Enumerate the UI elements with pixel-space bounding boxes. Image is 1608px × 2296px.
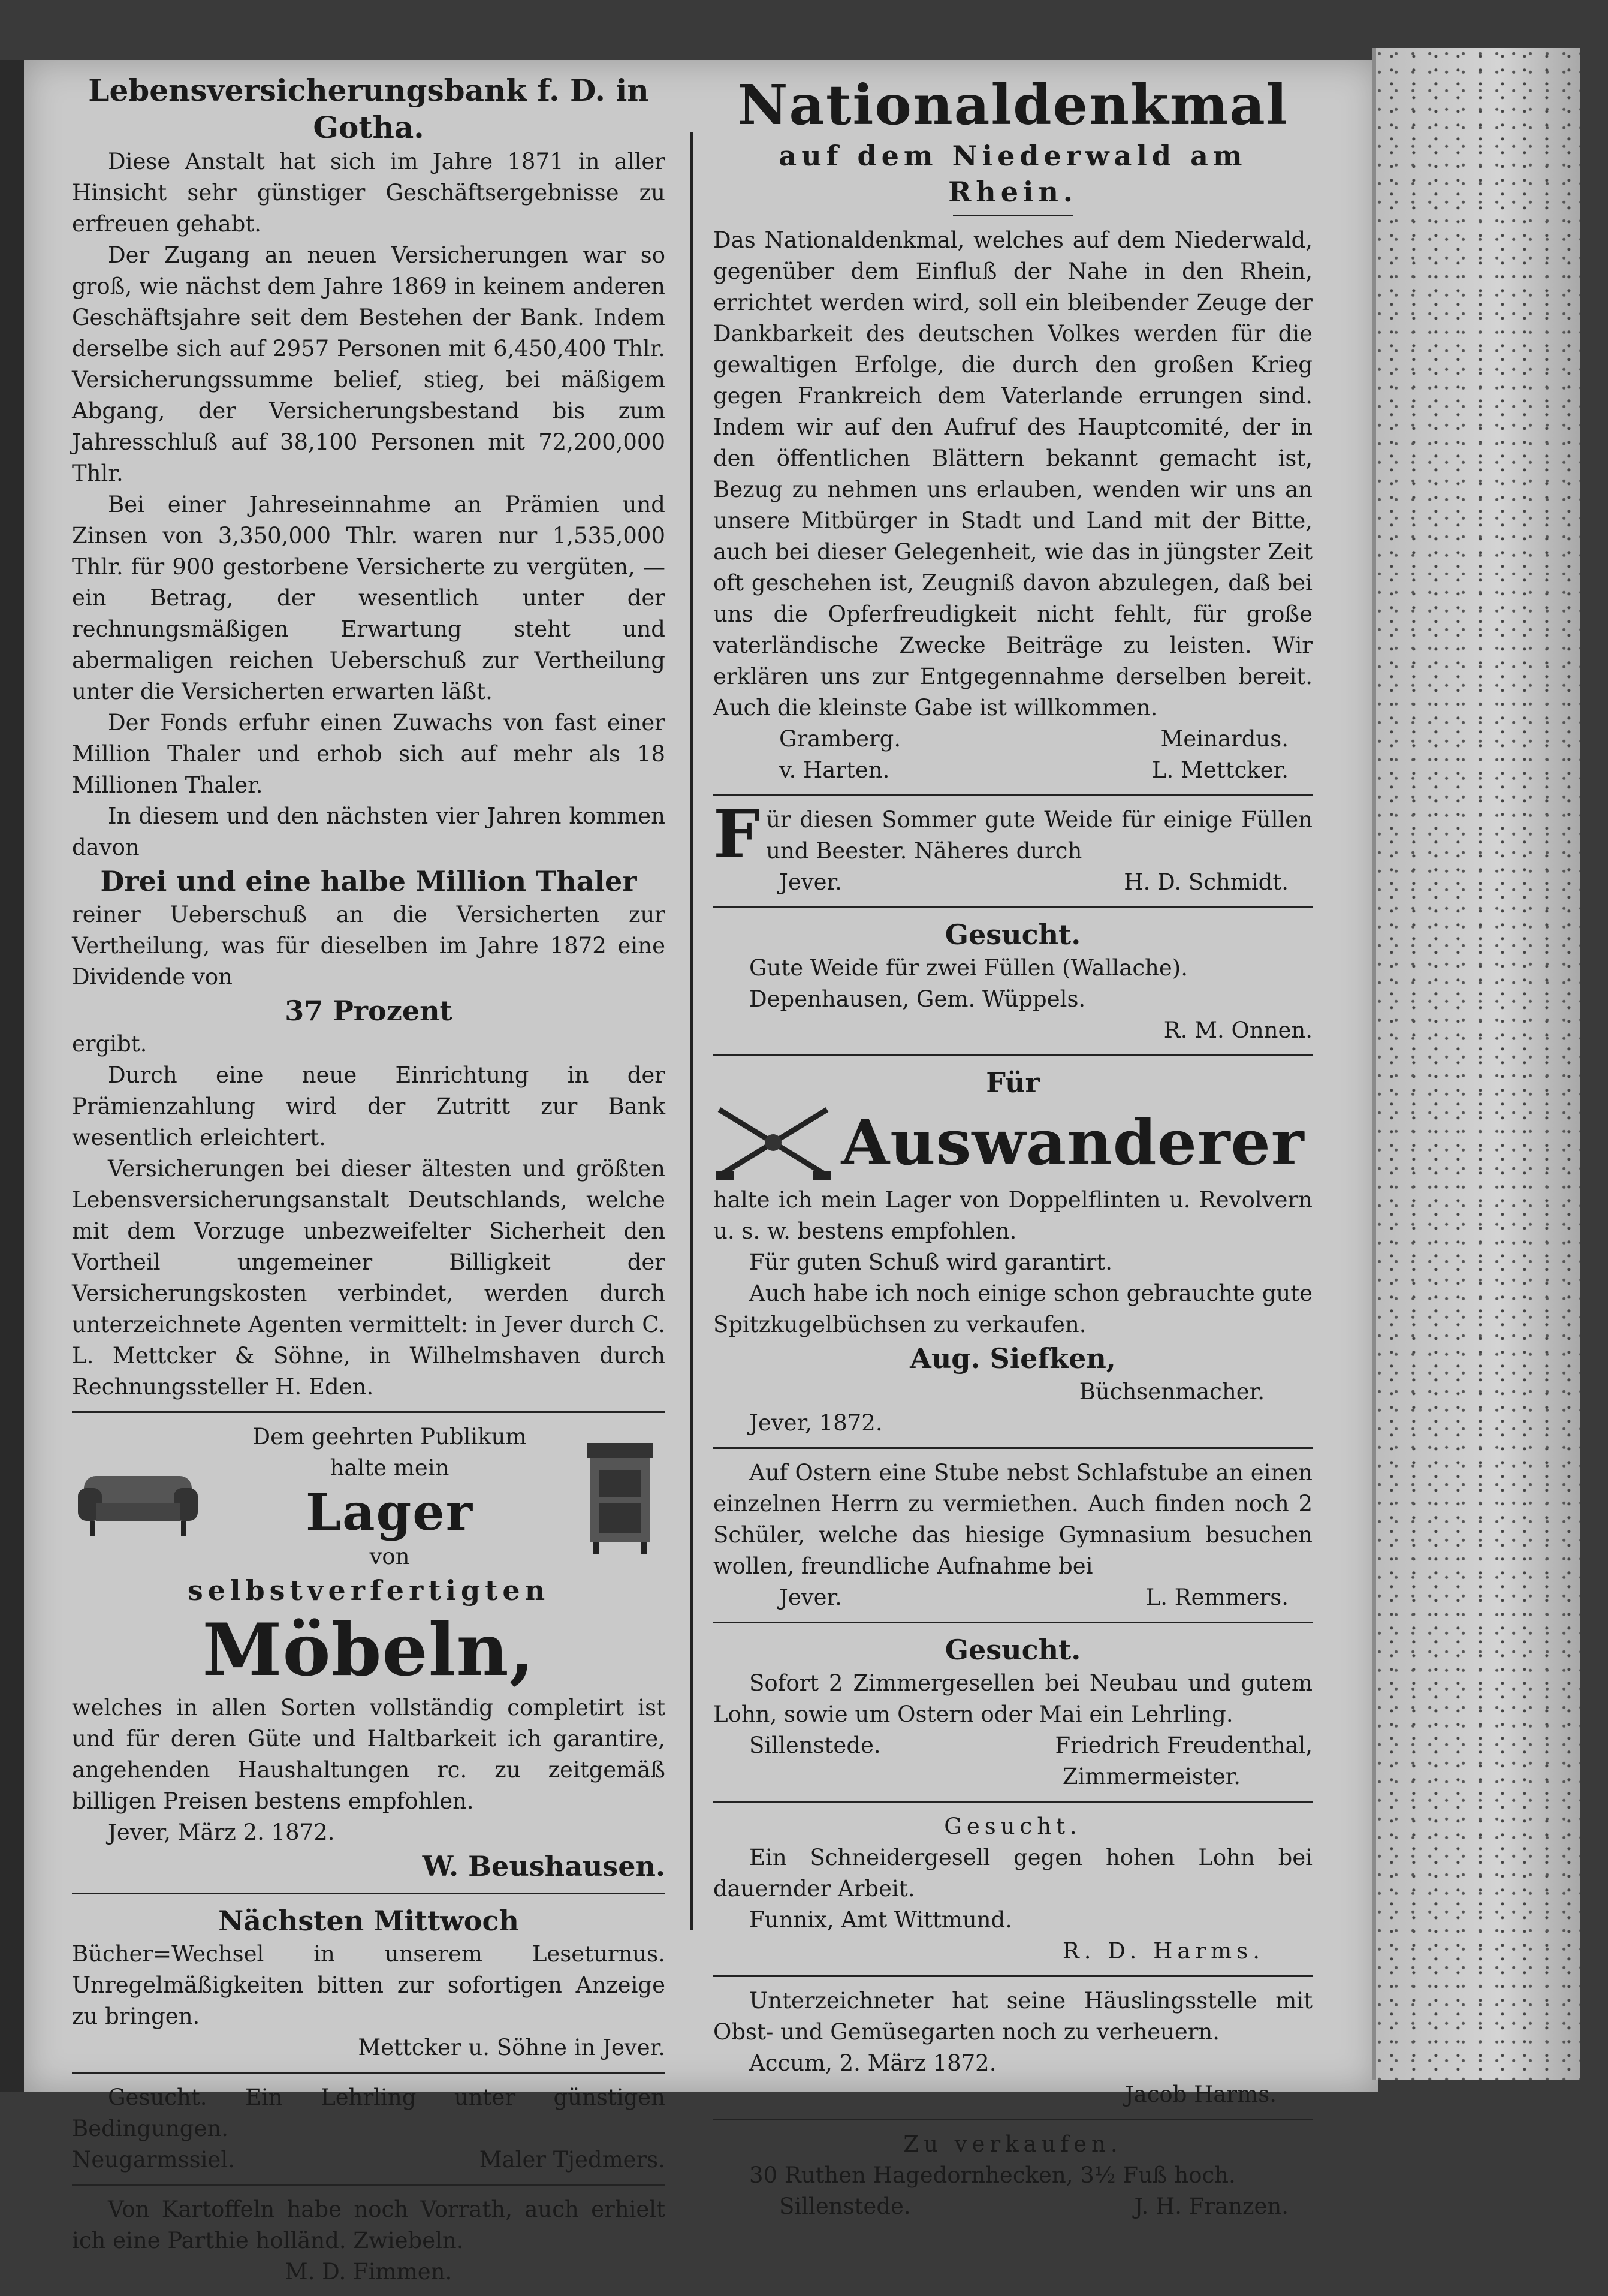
ad-title: Gesucht. [945,1634,1081,1666]
sofa-illustration [72,1452,204,1542]
right-column [713,72,1313,2231]
paragraph: Bücher=Wechsel in unserem Leseturnus. Unregelmäßigkeiten bitten zur sofortigen Anzeige zu bringen. [72,1941,665,2029]
paragraph: Unterzeichneter hat seine Häuslingsstelle mit Obst- und Gemüsegarten noch zu verheuern. [713,1988,1313,2045]
signature: Maler Tjedmers. [479,2147,665,2173]
ad-lebensversicherung [72,72,665,1403]
divider [713,2119,1313,2120]
divider [713,1975,1313,1977]
signature: R. D. Harms. [1062,1938,1265,1964]
moebel-selbst: selbstverfertigten [187,1574,550,1607]
ad-title: Zu verkaufen. [903,2131,1123,2157]
place: Depenhausen, Gem. Wüppels. [749,986,1086,1012]
signature: H. D. Schmidt. [1124,869,1289,895]
signature: W. Beushausen. [422,1850,665,1882]
ad-moebel [72,1421,665,1884]
paragraph: reiner Ueberschuß an die Versicherten zur Vertheilung, was für dieselben im Jahre 1872 eine Dividende von [72,902,665,990]
moebel-lager: Lager [306,1483,473,1542]
signature: J. H. Franzen. [1134,2193,1289,2219]
signature: L. Remmers. [1145,1584,1289,1610]
place: Sillenstede. [749,1732,881,1758]
signature: Aug. Siefken, [910,1342,1116,1375]
dropcap-row [713,796,1313,873]
ad-title: Gesucht. [945,918,1081,951]
signature: Friedrich Freudenthal, [1055,1732,1313,1758]
auswanderer-header [713,1101,1313,1185]
paragraph: In diesem und den nächsten vier Jahren kommen davon [72,803,665,860]
ad-gesucht-zimmergesellen [713,1632,1313,1792]
sig-row [713,724,1313,755]
cabinet-illustration [575,1437,665,1557]
divider [713,1447,1313,1449]
signature: M. D. Fimmen. [285,2259,452,2285]
paragraph: 30 Ruthen Hagedornhecken, 3½ Fuß hoch. [749,2162,1236,2188]
paragraph: Für guten Schuß wird garantirt. [749,1249,1113,1275]
left-column [72,72,665,2296]
date: Accum, 2. März 1872. [749,2050,997,2076]
ad-kicker: Für [986,1066,1040,1099]
book-spine [0,60,24,2092]
paragraph: halte ich mein Lager von Doppelflinten u. Revolvern u. s. w. bestens empfohlen. [713,1187,1313,1244]
sig-row [713,867,1313,898]
ad-title: Gesucht. [944,1813,1082,1839]
ad-haeuslingsstelle [713,1985,1313,2110]
ad-title: Nationaldenkmal [737,73,1289,137]
sig-row [713,1582,1313,1613]
signature: Gramberg. [779,726,901,752]
divider [72,1411,665,1413]
signature-title: Zimmermeister. [1062,1764,1241,1789]
paragraph: Diese Anstalt hat sich im Jahre 1871 in aller Hinsicht sehr günstiger Geschäftsergebnisse zu erfreuen gehabt. [72,149,665,237]
ad-stube [713,1457,1313,1613]
ad-title: Lebensversicherungsbank f. D. in Gotha. [88,73,649,145]
ad-lehrling [72,2082,665,2176]
moebel-intro: Dem geehrten Publikum [252,1424,527,1450]
divider [713,794,1313,796]
paragraph: ergibt. [72,1031,147,1057]
ad-mittwoch [72,1903,665,2063]
divider [72,2184,665,2186]
moebel-header [72,1421,665,1572]
date: Jever, März 2. 1872. [108,1819,335,1845]
signature: Meinardus. [1160,726,1289,752]
divider [713,1054,1313,1056]
place: Neugarmssiel. [72,2147,235,2173]
dropcap: F [713,796,761,873]
paragraph: Auf Ostern eine Stube nebst Schlafstube an einen einzelnen Herrn zu vermiethen. Auch finden noch 2 Schüler, welche das hiesige Gymnasium besuchen wollen, freundliche Aufnahme bei [713,1460,1313,1579]
ad-kartoffeln [72,2194,665,2288]
place: Funnix, Amt Wittmund. [749,1907,1012,1933]
ad-subtitle: auf dem Niederwald am Rhein. [779,140,1247,208]
divider [72,1893,665,1894]
paragraph: Durch eine neue Einrichtung in der Prämienzahlung wird der Zutritt zur Bank wesentlich erleichtert. [72,1062,665,1150]
divider [713,906,1313,908]
highlight-percent: 37 Prozent [285,995,452,1027]
paragraph: Gesucht. Ein Lehrling unter günstigen Bedingungen. [72,2084,665,2141]
place: Sillenstede. [779,2193,911,2219]
column-divider [690,132,693,1930]
paragraph: Der Zugang an neuen Versicherungen war so groß, wie nächst dem Jahre 1869 in keinem anderen Geschäftsjahre seit dem Bestehen der Bank. Indem derselbe sich auf 2957 Personen mit 6,450,400 Thlr. Versicherungssumme belief, stieg, bei mäßigem Abgang, der Versicherungsbestand bis zum Jahresschluß auf 38,100 Personen mit 72,200,000 Thlr. [72,242,665,486]
paragraph: Bei einer Jahreseinnahme an Prämien und Zinsen von 3,350,000 Thlr. waren nur 1,535,000 Thlr. für 900 gestorbene Versicherte zu vergüten, — ein Betrag, der wesentlich unter der rechnungsmäßigen Erwartung steht und abermaligen reichen Ueberschuß zur Vertheilung unter die Versicherten erwarten läßt. [72,492,665,704]
page-edge-stack [1372,48,1580,2080]
ad-title: Auswanderer [841,1105,1305,1179]
divider [713,1622,1313,1623]
date: Jever, 1872. [749,1410,883,1436]
signature: L. Mettcker. [1151,757,1289,783]
divider [72,2072,665,2074]
paragraph: Von Kartoffeln habe noch Vorrath, auch erhielt ich eine Parthie holländ. Zwiebeln. [72,2196,665,2253]
sig-row [72,2144,665,2176]
sig-row [713,755,1313,786]
paragraph: Versicherungen bei dieser ältesten und größten Lebensversicherungsanstalt Deutschlands, welche mit dem Vorzuge unbezweifelter Sicherheit den Vortheil ungemeiner Billigkeit der Versicherungskosten verbindet, werden durch unterzeichnete Agenten vermittelt: in Jever durch C. L. Mettcker & Söhne, in Wilhelmshaven durch Rechnungssteller H. Eden. [72,1156,665,1400]
paragraph: Gute Weide für zwei Füllen (Wallache). [749,955,1188,981]
ad-gesucht-weide [713,917,1313,1046]
moebel-title: Möbeln, [202,1608,535,1692]
signature: R. M. Onnen. [1163,1017,1313,1043]
paragraph: Der Fonds erfuhr einen Zuwachs von fast einer Million Thaler und erhob sich auf mehr als 18 Millionen Thaler. [72,710,665,798]
ad-title: Nächsten Mittwoch [218,1905,519,1937]
crossed-rifles-illustration [713,1104,833,1182]
paragraph: Ein Schneidergesell gegen hohen Lohn bei dauernder Arbeit. [713,1845,1313,1902]
sig-row [713,2191,1313,2222]
signature-title: Büchsenmacher. [1079,1379,1265,1405]
moebel-intro2: halte mein [330,1455,449,1481]
signature: v. Harten. [779,757,890,783]
sig-row [713,1730,1313,1761]
divider [953,215,1073,216]
moebel-von: von [369,1544,410,1569]
paragraph: Das Nationaldenkmal, welches auf dem Niederwald, gegenüber dem Einfluß der Nahe in den Rhein, errichtet werden wird, soll ein bleibender Zeuge der Dankbarkeit des deutschen Volkes werden für die gewaltigen Erfolge, die durch den großen Krieg gegen Frankreich dem Vaterlande errungen sind. Indem wir auf den Aufruf des Hauptcomité, der in den öffentlichen Blättern bekannt gemacht ist, Bezug zu nehmen uns erlauben, wenden wir uns an unsere Mitbürger in Stadt und Land mit der Bitte, auch bei dieser Gelegenheit, wie das in jüngster Zeit oft geschehen ist, Zeugniß davon abzulegen, daß bei uns die Opferfreudigkeit nicht fehlt, für große vaterländische Zwecke Beiträge zu leisten. Wir erklären uns zur Entgegennahme derselben bereit. Auch die kleinste Gabe ist willkommen. [713,227,1313,721]
paragraph: Auch habe ich noch einige schon gebrauchte gute Spitzkugelbüchsen zu verkaufen. [713,1280,1313,1337]
paragraph: welches in allen Sorten vollständig completirt ist und für deren Güte und Haltbarkeit ich garantire, angehenden Haushaltungen rc. zu zeitgemäß billigen Preisen bestens empfohlen. [72,1695,665,1814]
signature: Mettcker u. Söhne in Jever. [358,2035,665,2060]
place: Jever. [779,1584,842,1610]
ad-weide [713,796,1313,898]
paragraph: Sofort 2 Zimmergesellen bei Neubau und gutem Lohn, sowie um Ostern oder Mai ein Lehrling. [713,1670,1313,1727]
ad-nationaldenkmal [713,72,1313,786]
ad-zu-verkaufen [713,2129,1313,2222]
signature: Jacob Harms. [1124,2081,1277,2107]
place: Jever. [779,869,842,895]
ad-gesucht-schneider [713,1811,1313,1967]
paragraph: ür diesen Sommer gute Weide für einige Füllen und Beester. Näheres durch [766,807,1313,864]
highlight-amount: Drei und eine halbe Million Thaler [100,865,637,897]
ad-auswanderer [713,1065,1313,1439]
divider [713,1801,1313,1803]
